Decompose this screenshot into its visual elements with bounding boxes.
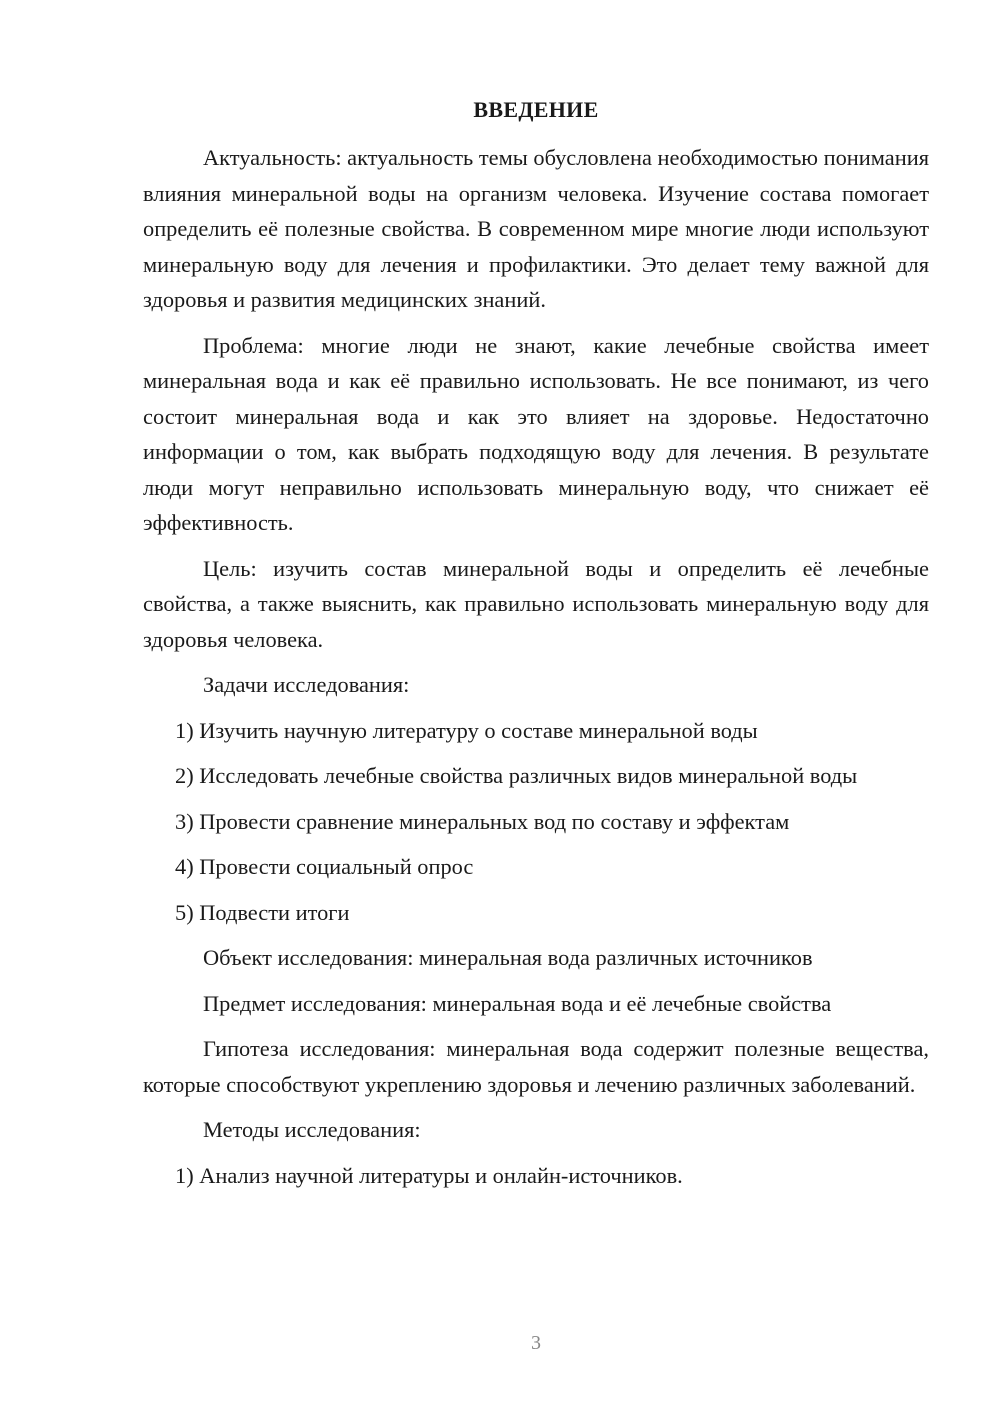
problem-paragraph: Проблема: многие люди не знают, какие лечебные свойства имеет минеральная вода и как её правильно использовать. Не все понимают, из чего состоит минеральная вода и как это влияет на здоровье. Недостаточно информации о том, как выбрать подходящую воду для лечения. В результате люди могут неправильно использовать минеральную воду, что снижает её эффективность. [143, 332, 929, 535]
page-title: ВВЕДЕНИЕ [473, 97, 599, 122]
relevance-paragraph: Актуальность: актуальность темы обусловлена необходимостью понимания влияния минеральной воды на организм человека. Изучение состава помогает определить её полезные свойства. В современном мире многие люди используют минеральную воду для лечения и профилактики. Это делает тему важной для здоровья и развития медицинских знаний. [143, 145, 929, 312]
document-page [143, 92, 929, 1203]
task-item: 4) Провести социальный опрос [175, 854, 474, 879]
methods-heading: Методы исследования: [203, 1117, 421, 1142]
object-line: Объект исследования: минеральная вода различных источников [203, 945, 813, 970]
task-item: 5) Подвести итоги [175, 899, 350, 925]
method-item: 1) Анализ научной литературы и онлайн-источников. [175, 1162, 683, 1188]
task-item: 1) Изучить научную литературу о составе минеральной воды [175, 717, 758, 743]
tasks-heading: Задачи исследования: [203, 672, 410, 697]
task-item: 3) Провести сравнение минеральных вод по составу и эффектам [175, 808, 790, 834]
page-number: 3 [531, 1332, 541, 1354]
goal-paragraph: Цель: изучить состав минеральной воды и определить её лечебные свойства, а также выяснить, как правильно использовать минеральную воду для здоровья человека. [143, 555, 929, 652]
subject-line: Предмет исследования: минеральная вода и её лечебные свойства [203, 990, 832, 1016]
task-item: 2) Исследовать лечебные свойства различных видов минеральной воды [175, 763, 858, 788]
hypothesis-paragraph: Гипотеза исследования: минеральная вода содержит полезные вещества, которые способствуют укреплению здоровья и лечению различных заболеваний. [143, 1036, 929, 1097]
